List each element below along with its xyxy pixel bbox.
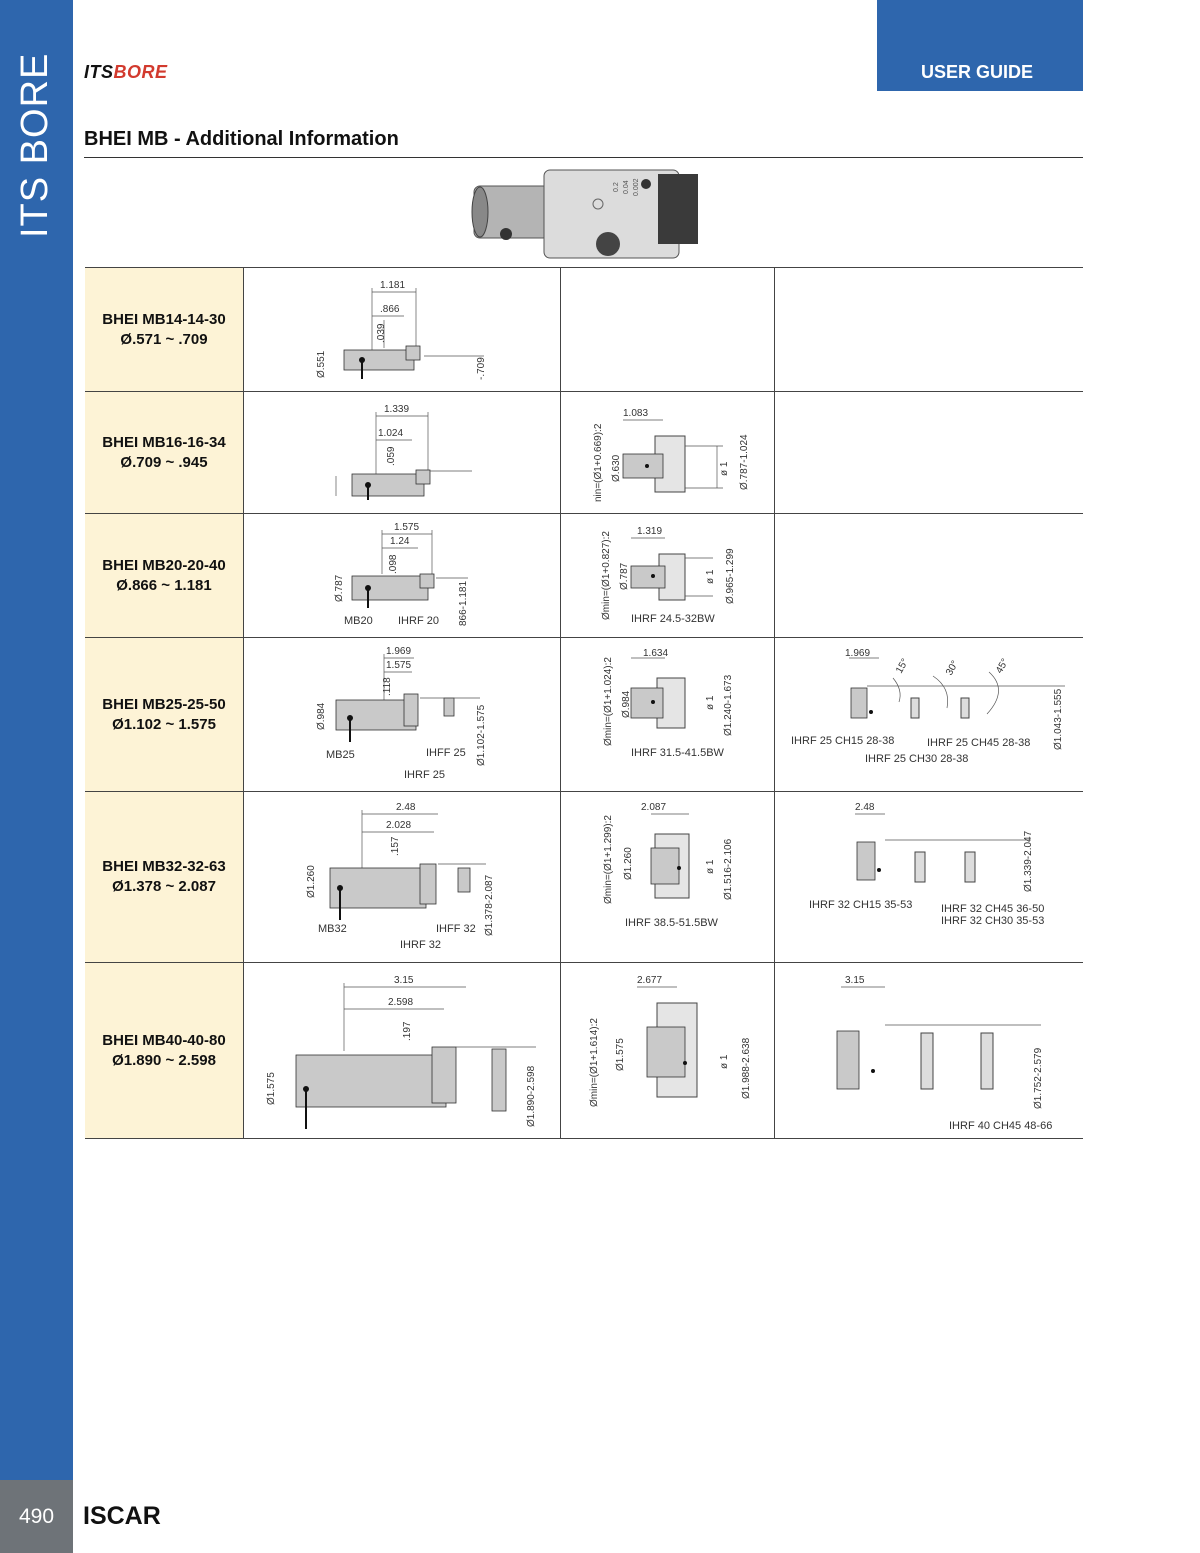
diagram-cell (561, 638, 775, 791)
brand-logo-accent: BORE (113, 62, 168, 82)
info-table (85, 267, 1083, 1139)
dim-bore-symbol: ø 1 (719, 1054, 730, 1069)
diagram-mb25-chamfer (775, 638, 1083, 791)
hero-tool-image (458, 162, 708, 265)
dim-depth: 1.969 (845, 648, 871, 659)
diagram-cell (561, 514, 775, 637)
label-adapter: MB25 (326, 749, 355, 761)
label-insert: IHRF 38.5-51.5BW (625, 917, 718, 929)
row-name: BHEI MB40-40-80 (102, 1031, 226, 1049)
table-row (85, 268, 1083, 392)
diagram-cell (561, 792, 775, 962)
dim-offset: .059 (386, 446, 397, 466)
row-range: Ø1.102 ~ 1.575 (112, 715, 216, 733)
user-guide-banner (877, 0, 1083, 91)
diagram-mb32-counterbore (561, 792, 774, 962)
dim-depth: 2.087 (641, 802, 667, 813)
dim-bore-range: Ø1.240-1.673 (723, 674, 734, 736)
dim-depth: 1.083 (623, 408, 649, 419)
dim-shank-diameter: Ø1.260 (306, 865, 317, 898)
dim-shank-diameter: Ø.630 (611, 454, 622, 482)
angle-15: 15° (894, 656, 912, 676)
diagram-cell (775, 963, 1083, 1138)
empty-cell (775, 392, 1083, 513)
dim-bore-range: Ø1.102-1.575 (476, 704, 487, 766)
dim-min-formula: Ømin=(Ø1+0.827):2 (601, 531, 612, 620)
page-title: BHEI MB - Additional Information (84, 128, 399, 150)
hero-engraving-3: 0.002 (633, 178, 640, 196)
diagram-cell (244, 638, 561, 791)
row-range: Ø1.890 ~ 2.598 (112, 1051, 216, 1069)
angle-45: 45° (994, 656, 1012, 676)
dim-shank-diameter: Ø.984 (316, 702, 327, 730)
diagram-mb20-counterbore (561, 514, 774, 637)
dim-bore-symbol: ø 1 (705, 859, 716, 874)
label-insert-ihff: IHFF 32 (436, 923, 476, 935)
hero-engraving-2: 0.04 (623, 180, 630, 194)
label-insert: IHRF 31.5-41.5BW (631, 747, 724, 759)
diagram-mb32-chamfer (775, 792, 1083, 962)
dim-bore-range: Ø1.339-2.047 (1023, 830, 1034, 892)
dim-offset: .098 (388, 554, 399, 574)
row-name-cell (85, 638, 244, 791)
diagram-cell (244, 514, 561, 637)
user-guide-label: USER GUIDE (920, 62, 1033, 82)
dim-body-length: 2.598 (388, 997, 414, 1008)
dim-depth: 1.634 (643, 648, 669, 659)
page-number: 490 (0, 1480, 73, 1553)
dim-bore-range: Ø1.752-2.579 (1033, 1047, 1044, 1109)
diagram-cell (244, 392, 561, 513)
row-range: Ø.571 ~ .709 (120, 330, 208, 348)
dim-shank-diameter: Ø1.575 (266, 1072, 277, 1105)
brand-logo-prefix: ITS (84, 62, 114, 82)
dim-bore-range: Ø.965-1.299 (725, 548, 736, 604)
label-insert-ch45: IHRF 32 CH45 36-50 (941, 903, 1045, 915)
dim-total-length: 2.48 (396, 802, 416, 813)
dim-shank-diameter: Ø.551 (316, 350, 327, 378)
label-insert-ch30: IHRF 25 CH30 28-38 (865, 753, 969, 765)
empty-cell (775, 514, 1083, 637)
dim-offset: .197 (402, 1021, 413, 1041)
dim-body-length: 1.24 (390, 536, 410, 547)
dim-shank-diameter: Ø.787 (619, 562, 630, 590)
diagram-cell (561, 392, 775, 513)
row-range: Ø1.378 ~ 2.087 (112, 878, 216, 895)
sidebar (0, 0, 73, 1480)
dim-bore-symbol: ø 1 (705, 569, 716, 584)
label-insert: IHRF 24.5-32BW (631, 613, 715, 625)
label-insert-ch15: IHRF 32 CH15 35-53 (809, 899, 913, 911)
label-insert-ihrf: IHRF 32 (400, 939, 441, 951)
dim-offset: .157 (390, 836, 401, 856)
dim-total-length: 3.15 (394, 975, 414, 986)
label-insert-ch15: IHRF 25 CH15 28-38 (791, 735, 895, 747)
label-adapter: MB20 (344, 615, 373, 627)
dim-offset: .039 (376, 323, 387, 343)
dim-bore-range: -.709 (476, 357, 487, 380)
dim-total-length: 1.575 (394, 522, 420, 533)
dim-min-formula: Ømin=(Ø1+1.614):2 (589, 1018, 600, 1107)
row-name-cell (85, 392, 244, 513)
row-name: BHEI MB25-25-50 (102, 695, 226, 713)
dim-bore-range: Ø1.890-2.598 (526, 1065, 537, 1127)
dim-total-length: 1.181 (380, 280, 406, 291)
dim-total-length: 1.339 (384, 404, 410, 415)
diagram-mb40-counterbore (561, 963, 774, 1138)
dim-bore-symbol: ø 1 (719, 461, 730, 476)
diagram-mb40-chamfer (775, 963, 1083, 1138)
dim-bore-range: 866-1.181 (458, 580, 469, 626)
dim-min-formula: Ømin=(Ø1+1.299):2 (603, 815, 614, 904)
label-adapter: MB32 (318, 923, 347, 935)
table-row (85, 963, 1083, 1139)
label-insert-ihff: IHFF 25 (426, 747, 466, 759)
dim-total-length: 1.969 (386, 646, 412, 657)
dim-bore-range: Ø.787-1.024 (739, 434, 750, 490)
dim-shank-diameter: Ø.787 (334, 574, 345, 602)
dim-body-length: 2.028 (386, 820, 412, 831)
dim-depth: 2.48 (855, 802, 875, 813)
row-range: Ø.709 ~ .945 (120, 453, 208, 471)
dim-body-length: .866 (380, 304, 400, 315)
label-insert-ch45: IHRF 25 CH45 28-38 (927, 737, 1031, 749)
dim-bore-range: Ø1.378-2.087 (484, 874, 495, 936)
label-insert-ch45: IHRF 40 CH45 48-66 (949, 1120, 1053, 1132)
label-insert-ihrf: IHRF 25 (404, 769, 445, 781)
dim-bore-range: Ø1.043-1.555 (1053, 688, 1064, 750)
diagram-mb32 (244, 792, 560, 962)
brand-logo (84, 62, 168, 83)
diagram-mb20 (244, 514, 560, 637)
row-name-cell (85, 268, 244, 391)
diagram-mb16 (244, 392, 560, 513)
dim-shank-diameter: Ø1.575 (615, 1038, 626, 1071)
table-row (85, 392, 1083, 514)
dim-depth: 2.677 (637, 975, 663, 986)
table-row (85, 514, 1083, 638)
dim-offset: .118 (382, 677, 393, 696)
diagram-cell (561, 963, 775, 1138)
row-name: BHEI MB16-16-34 (102, 433, 226, 451)
diagram-cell (775, 792, 1083, 962)
dim-body-length: 1.024 (378, 428, 404, 439)
diagram-cell (775, 638, 1083, 791)
sidebar-label: ITS BORE (14, 52, 56, 238)
label-insert-ch30: IHRF 32 CH30 35-53 (941, 915, 1045, 927)
dim-min-formula: Ømin=(Ø1+1.024):2 (603, 657, 614, 746)
dim-min-formula: nin=(Ø1+0.669):2 (593, 423, 604, 502)
table-row (85, 638, 1083, 792)
row-name: BHEI MB14-14-30 (102, 310, 226, 328)
dim-bore-range: Ø1.988-2.638 (741, 1037, 752, 1099)
row-name-cell (85, 514, 244, 637)
diagram-mb25 (244, 638, 560, 791)
dim-shank-diameter: Ø.984 (621, 690, 632, 718)
row-name-cell (85, 963, 244, 1138)
diagram-mb25-counterbore (561, 638, 774, 791)
diagram-cell (244, 792, 561, 962)
dim-shank-diameter: Ø1.260 (623, 847, 634, 880)
dim-depth: 1.319 (637, 526, 663, 537)
empty-cell (561, 268, 775, 391)
diagram-mb16-counterbore (561, 392, 774, 513)
diagram-cell (244, 268, 561, 391)
footer-brand: ISCAR (83, 1502, 161, 1530)
label-insert: IHRF 20 (398, 615, 439, 627)
row-name: BHEI MB20-20-40 (102, 556, 226, 574)
empty-cell (775, 268, 1083, 391)
hero-engraving-1: 0.2 (613, 182, 620, 192)
dim-bore-range: Ø1.516-2.106 (723, 838, 734, 900)
diagram-cell (244, 963, 561, 1138)
table-row (85, 792, 1083, 963)
row-name-cell (85, 792, 244, 962)
row-name: BHEI MB32-32-63 (102, 858, 226, 875)
dim-body-length: 1.575 (386, 660, 412, 671)
title-divider (84, 157, 1083, 158)
dim-depth: 3.15 (845, 975, 865, 986)
angle-30: 30° (944, 658, 962, 678)
row-range: Ø.866 ~ 1.181 (116, 576, 212, 594)
diagram-mb14 (244, 268, 560, 391)
dim-bore-symbol: ø 1 (705, 695, 716, 710)
diagram-mb40 (244, 963, 560, 1138)
